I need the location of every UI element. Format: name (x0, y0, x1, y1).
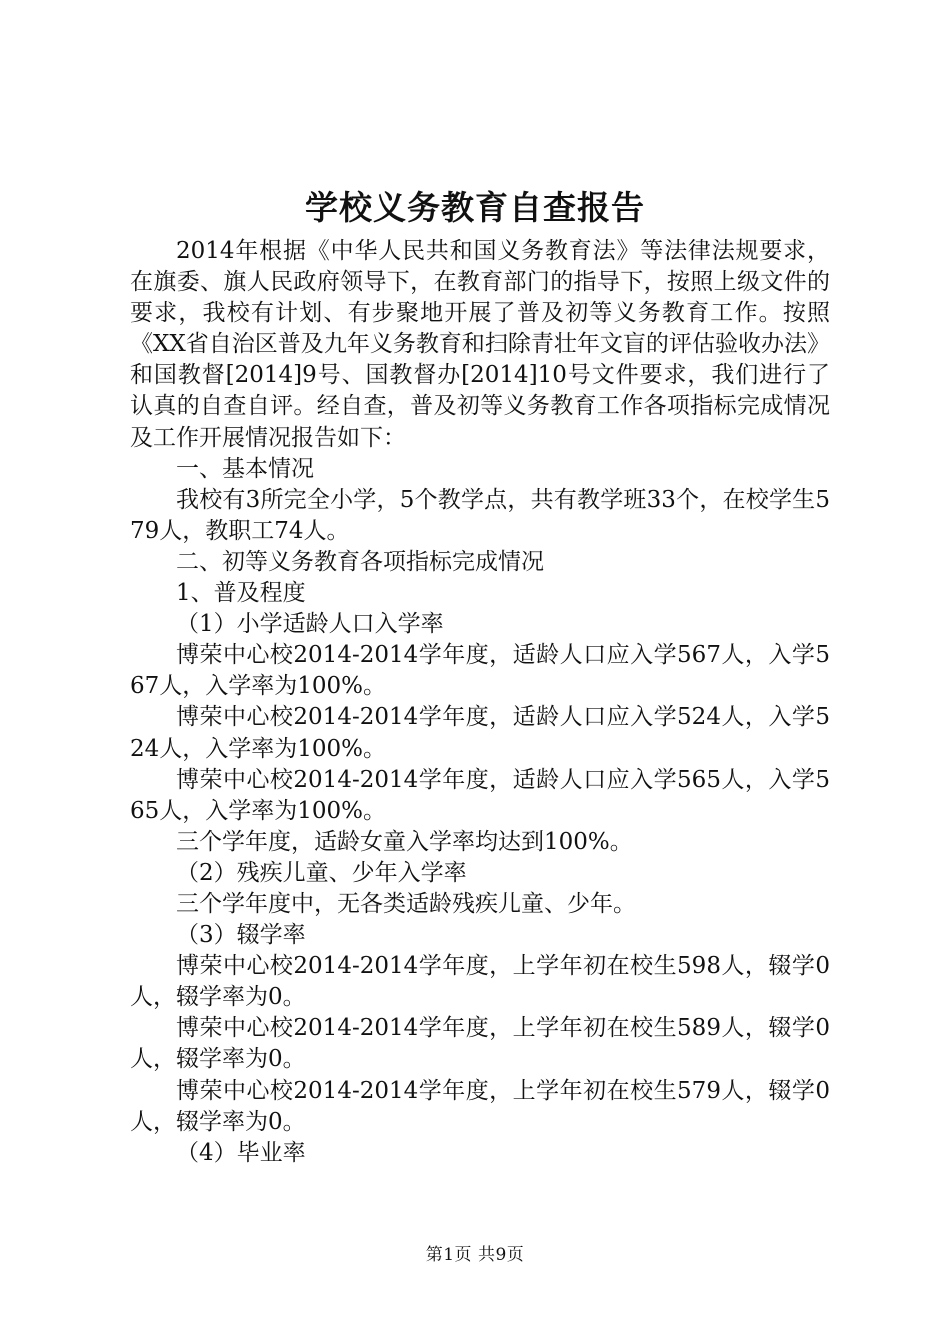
paragraph-disabled: 三个学年度中，无各类适龄残疾儿童、少年。 (176, 890, 636, 917)
paragraph-girls-enrollment: 三个学年度，适龄女童入学率均达到100%。 (176, 828, 633, 855)
heading-enrollment-rate: （1）小学适龄人口入学率 (176, 611, 444, 638)
heading-basic-situation: 一、基本情况 (176, 455, 314, 482)
heading-disabled-enrollment: （2）残疾儿童、少年入学率 (176, 859, 467, 886)
page-number: 第1页 共9页 (425, 1245, 525, 1265)
paragraph-dropout-1: 博荣中心校2014-2014学年度，上学年初在校生598人，辍学0人，辍学率为0。 (130, 953, 830, 1011)
heading-graduation-rate: （4）毕业率 (176, 1139, 306, 1166)
paragraph-dropout-2: 博荣中心校2014-2014学年度，上学年初在校生589人，辍学0人，辍学率为0。 (130, 1015, 830, 1073)
document-body (130, 236, 830, 1169)
paragraph-enrollment-1: 博荣中心校2014-2014学年度，适龄人口应入学567人，入学567人，入学率为100%。 (130, 642, 830, 700)
heading-indicators: 二、初等义务教育各项指标完成情况 (176, 548, 544, 575)
paragraph-dropout-3: 博荣中心校2014-2014学年度，上学年初在校生579人，辍学0人，辍学率为0。 (130, 1077, 830, 1135)
paragraph-enrollment-2: 博荣中心校2014-2014学年度，适龄人口应入学524人，入学524人，入学率为100%。 (130, 704, 830, 762)
heading-popularization: 1、普及程度 (176, 580, 306, 607)
paragraph-enrollment-3: 博荣中心校2014-2014学年度，适龄人口应入学565人，入学565人，入学率为100%。 (130, 766, 830, 824)
page-title: 学校义务教育自查报告 (305, 188, 645, 227)
paragraph-intro: 2014年根据《中华人民共和国义务教育法》等法律法规要求，在旗委、旗人民政府领导下，在教育部门的指导下，按照上级文件的要求，我校有计划、有步聚地开展了普及初等义务教育工作。按照《XX省自治区普及九年义务教育和扫除青壮年文盲的评估验收办法》和国教督[2014]9号、国教督办[2014]10号文件要求，我们进行了认真的自查自评。经自查，普及初等义务教育工作各项指标完成情况及工作开展情况报告如下： (130, 238, 830, 451)
heading-dropout-rate: （3）辍学率 (176, 922, 306, 949)
paragraph-school-stats: 我校有3所完全小学，5个教学点，共有教学班33个，在校学生579人，教职工74人。 (130, 486, 830, 544)
